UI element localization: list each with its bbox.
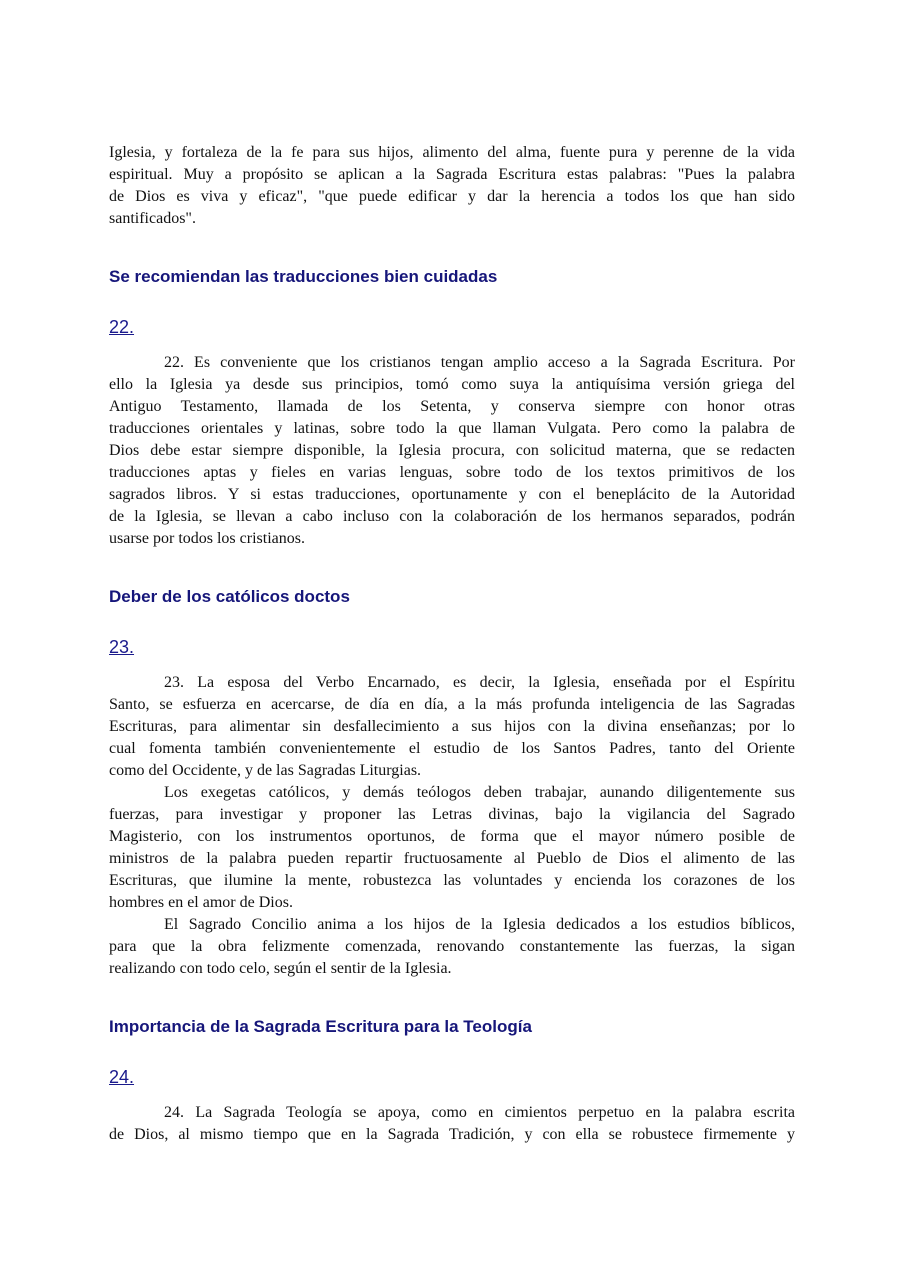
text-line: Los exegetas católicos, y demás teólogos deben trabajar, aunando diligentemente sus — [164, 784, 795, 801]
text-line: ello la Iglesia ya desde sus principios, tomó como suya la antiquísima versión griega del — [109, 376, 795, 393]
section-heading: Se recomiendan las traducciones bien cuidadas — [109, 267, 498, 286]
section-heading: Importancia de la Sagrada Escritura para la Teología — [109, 1017, 532, 1036]
text-line: fuerzas, para investigar y proponer las Letras divinas, bajo la vigilancia del Sagrado — [109, 806, 795, 823]
text-line: espiritual. Muy a propósito se aplican a la Sagrada Escritura estas palabras: "Pues la palabra — [109, 166, 795, 183]
section-23 — [109, 586, 795, 980]
document-page — [109, 142, 795, 1146]
text-line: 22. Es conveniente que los cristianos tengan amplio acceso a la Sagrada Escritura. Por — [164, 354, 795, 371]
section-paragraph — [109, 672, 795, 980]
text-line: sagrados libros. Y si estas traducciones, oportunamente y con el beneplácito de la Autoridad — [109, 486, 795, 503]
section-paragraph — [109, 1102, 795, 1146]
section-paragraph — [109, 352, 795, 550]
text-line: hombres en el amor de Dios. — [109, 894, 293, 911]
intro-paragraph — [109, 142, 795, 230]
text-line: Santo, se esfuerza en acercarse, de día en día, a la más profunda inteligencia de las Sagradas — [109, 696, 795, 713]
text-line: Escrituras, que ilumine la mente, robustezca las voluntades y encienda los corazones de los — [109, 872, 795, 889]
text-line: para que la obra felizmente comenzada, renovando constantemente las fuerzas, la sigan — [109, 938, 795, 955]
paragraph-number-link[interactable]: 23. — [109, 637, 135, 657]
text-line: de Dios, al mismo tiempo que en la Sagrada Tradición, y con ella se robustece firmemente y — [109, 1126, 795, 1143]
text-line: traducciones orientales y latinas, sobre todo la que llaman Vulgata. Pero como la palabra de — [109, 420, 795, 437]
text-line: usarse por todos los cristianos. — [109, 530, 305, 547]
text-line: de Dios es viva y eficaz", "que puede edificar y dar la herencia a todos los que han sido — [109, 188, 795, 205]
paragraph-number-link[interactable]: 22. — [109, 317, 135, 337]
text-line: 23. La esposa del Verbo Encarnado, es decir, la Iglesia, enseñada por el Espíritu — [164, 674, 795, 691]
text-line: ministros de la palabra pueden repartir fructuosamente al Pueblo de Dios el alimento de las — [109, 850, 795, 867]
text-line: Magisterio, con los instrumentos oportunos, de forma que el mayor número posible de — [109, 828, 795, 845]
text-line: de la Iglesia, se llevan a cabo incluso con la colaboración de los hermanos separados, podrán — [109, 508, 795, 525]
section-24 — [109, 1016, 795, 1146]
text-line: Dios debe estar siempre disponible, la Iglesia procura, con solicitud materna, que se redacten — [109, 442, 795, 459]
text-line: traducciones aptas y fieles en varias lenguas, sobre todo de los textos primitivos de los — [109, 464, 795, 481]
text-line: como del Occidente, y de las Sagradas Liturgias. — [109, 762, 422, 779]
text-line: santificados". — [109, 210, 196, 227]
text-line: Iglesia, y fortaleza de la fe para sus hijos, alimento del alma, fuente pura y perenne de la vida — [109, 144, 795, 161]
text-line: Escrituras, para alimentar sin desfallecimiento a sus hijos con la divina enseñanzas; por lo — [109, 718, 795, 735]
sections — [109, 266, 795, 1146]
paragraph-number-link[interactable]: 24. — [109, 1067, 135, 1087]
text-line: cual fomenta también convenientemente el estudio de los Santos Padres, tanto del Oriente — [109, 740, 795, 757]
text-line: El Sagrado Concilio anima a los hijos de la Iglesia dedicados a los estudios bíblicos, — [164, 916, 795, 933]
section-22 — [109, 266, 795, 550]
text-line: Antiguo Testamento, llamada de los Setenta, y conserva siempre con honor otras — [109, 398, 795, 415]
section-heading: Deber de los católicos doctos — [109, 587, 350, 606]
text-line: realizando con todo celo, según el sentir de la Iglesia. — [109, 960, 452, 977]
text-line: 24. La Sagrada Teología se apoya, como en cimientos perpetuo en la palabra escrita — [164, 1104, 795, 1121]
